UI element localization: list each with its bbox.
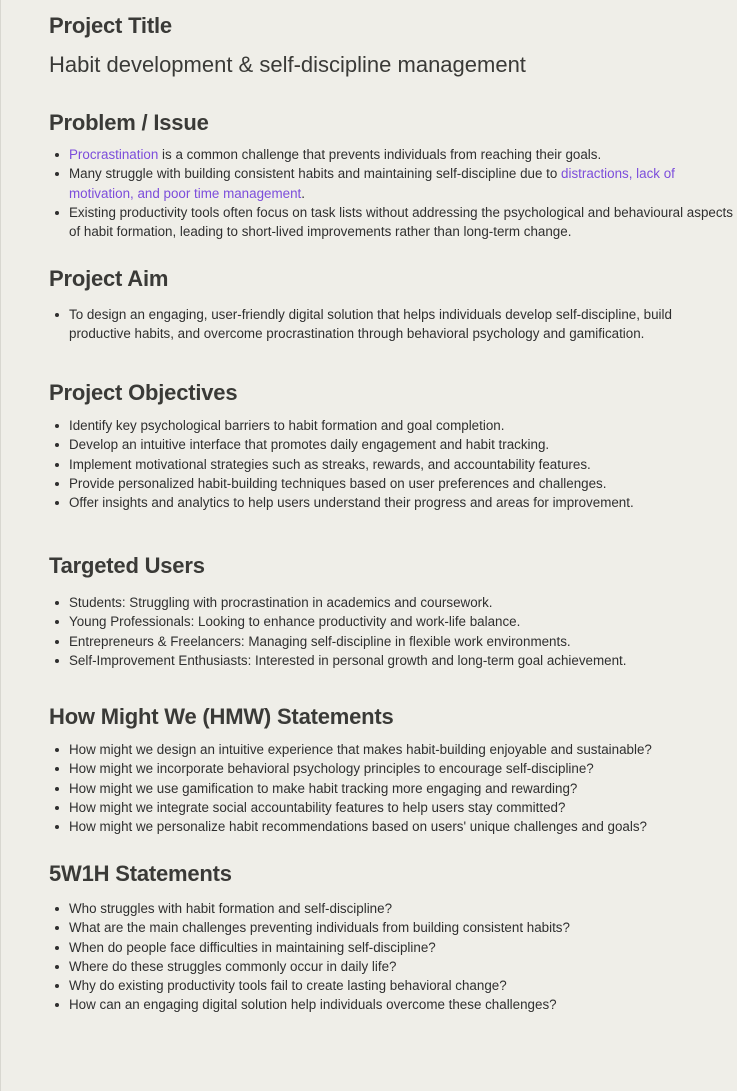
list-item: How might we integrate social accountability features to help users stay committed? (49, 798, 735, 817)
list-item (49, 145, 735, 164)
causes-highlight: distractions, lack of motivation, and poor time management (69, 166, 675, 201)
list-item: Identify key psychological barriers to habit formation and goal completion. (49, 416, 735, 435)
project-title-text: Habit development & self-discipline management (49, 52, 526, 77)
list-item: Implement motivational strategies such as streaks, rewards, and accountability features. (49, 455, 735, 474)
list-item: How might we incorporate behavioral psychology principles to encourage self-discipline? (49, 759, 735, 778)
users-heading: Targeted Users (49, 553, 205, 578)
list-item: Offer insights and analytics to help users understand their progress and areas for improvement. (49, 493, 735, 512)
list-item: How might we design an intuitive experience that makes habit-building enjoyable and sustainable? (49, 740, 735, 759)
list-item: Provide personalized habit-building techniques based on user preferences and challenges. (49, 474, 735, 493)
hmw-list (49, 740, 735, 836)
aim-list (49, 305, 735, 344)
list-item: Young Professionals: Looking to enhance productivity and work-life balance. (49, 612, 735, 631)
users-list (49, 593, 735, 670)
list-item-text: . (301, 185, 305, 201)
list-item: When do people face difficulties in maintaining self-discipline? (49, 938, 735, 957)
list-item: Develop an intuitive interface that promotes daily engagement and habit tracking. (49, 435, 735, 454)
list-item: Self-Improvement Enthusiasts: Interested in personal growth and long-term goal achievement. (49, 651, 735, 670)
list-item-text: is a common challenge that prevents individuals from reaching their goals. (158, 147, 602, 162)
objectives-list (49, 416, 735, 512)
list-item (49, 164, 735, 203)
list-item: Who struggles with habit formation and self-discipline? (49, 899, 735, 918)
list-item: Why do existing productivity tools fail to create lasting behavioral change? (49, 976, 735, 995)
w5h1-list (49, 899, 735, 1015)
problem-list (49, 145, 735, 241)
problem-heading: Problem / Issue (49, 110, 209, 135)
w5h1-heading: 5W1H Statements (49, 861, 232, 886)
procrastination-highlight: Procrastination (69, 147, 159, 162)
project-title-heading: Project Title (49, 13, 172, 38)
list-item-text: Many struggle with building consistent habits and maintaining self-discipline due to (69, 166, 562, 182)
aim-heading: Project Aim (49, 266, 169, 291)
list-item: How might we personalize habit recommendations based on users' unique challenges and goals? (49, 817, 735, 836)
list-item: To design an engaging, user-friendly digital solution that helps individuals develop self-discipline, build productive habits, and overcome procrastination through behavioral psychology and gamification. (49, 305, 735, 344)
list-item: What are the main challenges preventing individuals from building consistent habits? (49, 918, 735, 937)
list-item: Entrepreneurs & Freelancers: Managing self-discipline in flexible work environments. (49, 632, 735, 651)
list-item: How can an engaging digital solution help individuals overcome these challenges? (49, 995, 735, 1014)
list-item: Students: Struggling with procrastination in academics and coursework. (49, 593, 735, 612)
objectives-heading: Project Objectives (49, 380, 238, 405)
list-item: Where do these struggles commonly occur in daily life? (49, 957, 735, 976)
list-item: How might we use gamification to make habit tracking more engaging and rewarding? (49, 779, 735, 798)
hmw-heading: How Might We (HMW) Statements (49, 704, 394, 729)
list-item: Existing productivity tools often focus on task lists without addressing the psychological and behavioural aspects of habit formation, leading to short-lived improvements rather than long-term change. (49, 203, 735, 242)
